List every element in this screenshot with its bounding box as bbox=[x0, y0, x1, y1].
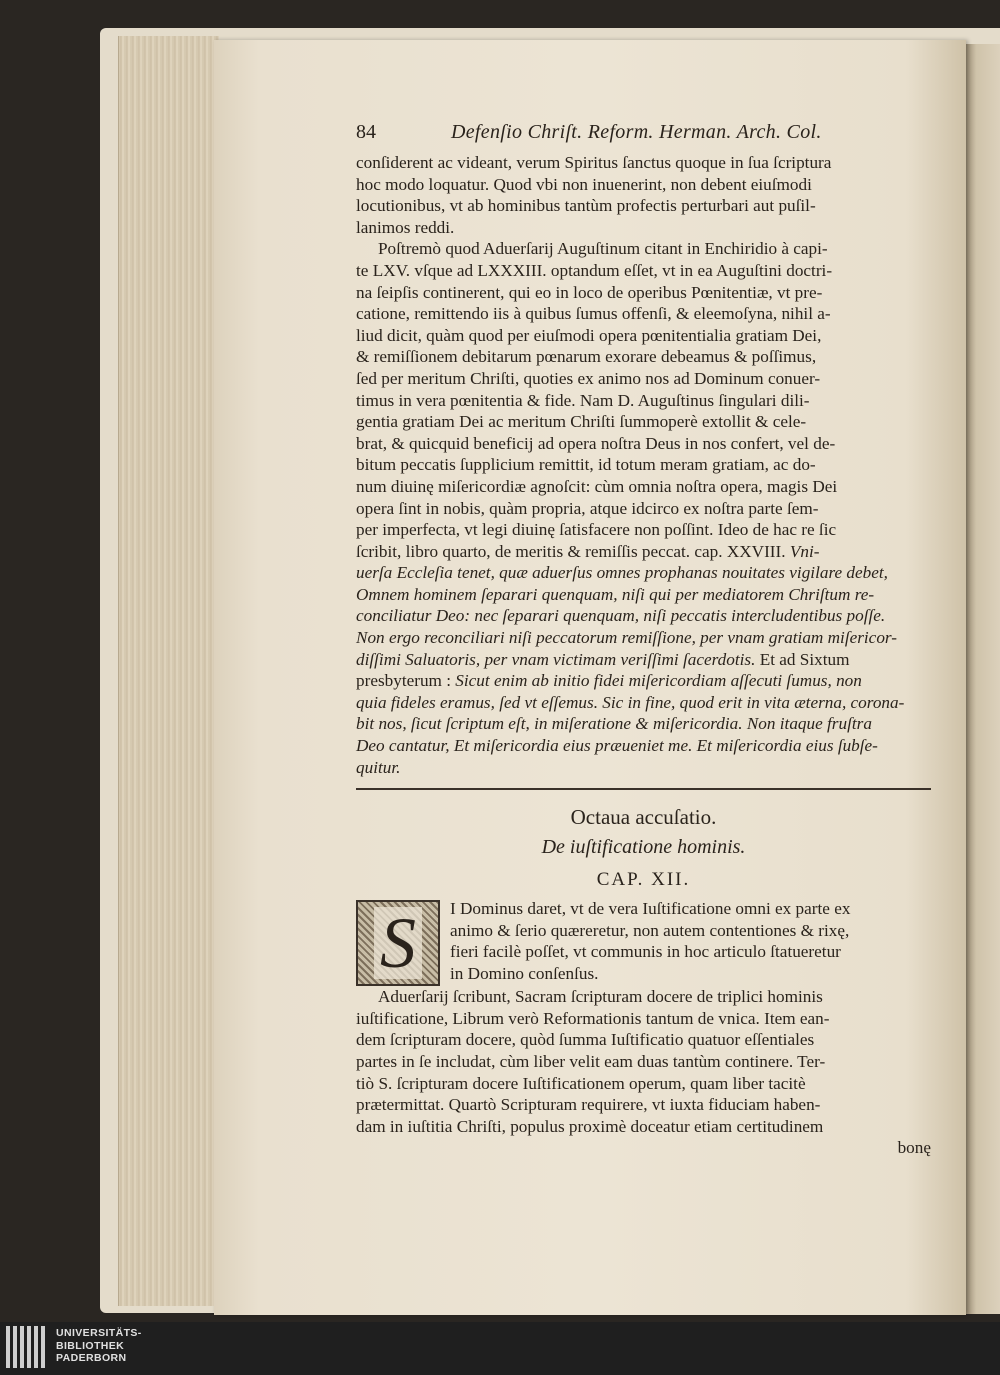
text-line: Aduerſarij ſcribunt, Sacram ſcripturam docere de triplici hominis bbox=[378, 987, 823, 1007]
text-line: gentia gratiam Dei ac meritum Chriſti ſummoperè extollit & cele- bbox=[356, 412, 807, 432]
quote-start: Vni- bbox=[789, 541, 820, 561]
paragraph-1 bbox=[356, 152, 931, 238]
section-heading: Octaua accuſatio. bbox=[570, 805, 717, 830]
page-number: 84 bbox=[356, 121, 376, 143]
text-line: partes in ſe includat, cùm liber velit eam duas tantùm continere. Ter- bbox=[356, 1052, 826, 1071]
library-name-line: BIBLIOTHEK bbox=[56, 1339, 125, 1352]
text-line: iuſtificatione, Librum verò Reformationis tantum de vnica. Item ean- bbox=[356, 1008, 830, 1028]
text-line bbox=[356, 541, 931, 563]
library-name-line: PADERBORN bbox=[56, 1352, 127, 1364]
quote-end: diſſimi Saluatoris, per vnam victimam veriſſimi ſacerdotis. bbox=[356, 649, 756, 669]
text-line: in Domino conſenſus. bbox=[450, 964, 599, 983]
citation-text: ſcribit, libro quarto, de meritis & remiſſis peccat. cap. XXVIII. bbox=[356, 541, 786, 561]
text-line bbox=[356, 670, 931, 692]
book-page bbox=[214, 40, 966, 1315]
library-name-line: UNIVERSITÄTS- bbox=[56, 1327, 142, 1339]
text-line bbox=[356, 649, 931, 671]
page-header bbox=[356, 122, 931, 152]
quote-line: uerſa Eccleſia tenet, quæ aduerſus omnes prophanas nouitates vigilare debet, bbox=[356, 563, 888, 583]
presb-text: presbyterum : bbox=[356, 671, 451, 691]
text-line: lanimos reddi. bbox=[356, 217, 455, 237]
text-line: per imperfecta, vt legi diuinę ſatisfacere non poſſint. Ideo de hac re ſic bbox=[356, 520, 837, 540]
quote-line: bit nos, ſicut ſcriptum eſt, in miſeratione & miſericordia. Non itaque fruſtra bbox=[356, 714, 872, 734]
text-line: hoc modo loquatur. Quod vbi non inuenerint, non debent eiuſmodi bbox=[356, 174, 812, 194]
quote-line: conciliatur Deo: nec ſeparari quenquam, niſi peccatis intercludentibus poſſe. bbox=[356, 606, 886, 626]
section-subtitle: De iuſtificatione hominis. bbox=[541, 836, 746, 859]
paragraph-2 bbox=[356, 238, 931, 778]
library-name bbox=[56, 1327, 142, 1365]
section-rule bbox=[356, 788, 931, 790]
running-head: Defenſio Chriſt. Reform. Herman. Arch. Col. bbox=[451, 121, 822, 143]
text-line: ſed per meritum Chriſti, quoties ex animo nos ad Dominum conuer- bbox=[356, 368, 821, 388]
facing-page-edge bbox=[966, 44, 1000, 1314]
text-line: catione, remittendo iis à quibus ſumus offenſi, & eleemoſyna, nihil a- bbox=[356, 304, 831, 324]
text-line: bitum peccatis ſupplicium remittit, id totum meram gratiam, ac do- bbox=[356, 455, 816, 475]
catchword: bonę bbox=[897, 1138, 931, 1158]
chapter-heading: CAP. XII. bbox=[596, 869, 691, 891]
quote-line: quia fideles eramus, ſed vt eſſemus. Sic in fine, quod erit in vita æterna, corona- bbox=[356, 692, 905, 712]
text-line: fieri facilè poſſet, vt communis in hoc articulo ſtatueretur bbox=[450, 942, 841, 962]
text-line: dam in iuſtitia Chriſti, populus proximè doceatur etiam certitudinem bbox=[356, 1116, 824, 1136]
text-line: num diuinę miſericordiæ agnoſcit: cùm omnia noſtra opera, magis Dei bbox=[356, 476, 838, 496]
text-line: dem ſcripturam docere, quòd ſumma Iuſtificatio quatuor eſſentiales bbox=[356, 1030, 815, 1050]
library-footer bbox=[0, 1322, 1000, 1375]
quote-line: quitur. bbox=[356, 757, 401, 777]
quote-line: Non ergo reconciliari niſi peccatorum remiſſione, per vnam gratiam miſericor- bbox=[356, 628, 897, 648]
text-line: animo & ſerio quæreretur, non autem contentiones & rixę, bbox=[450, 920, 850, 940]
text-line: tiò S. ſcripturam docere Iuſtificationem operum, quam liber tacitè bbox=[356, 1073, 806, 1093]
paragraph-3 bbox=[356, 986, 931, 1137]
page-edges bbox=[118, 36, 219, 1306]
opening-paragraph bbox=[356, 898, 931, 984]
chapter-opening bbox=[356, 898, 931, 986]
text-line: timus in vera pœnitentia & fide. Nam D. Auguſtinus ſingulari dili- bbox=[356, 390, 810, 410]
text-line: locutionibus, vt ab hominibus tantùm profectis perturbari aut puſil- bbox=[356, 196, 816, 216]
text-line: conſiderent ac videant, verum Spiritus ſanctus quoque in ſua ſcriptura bbox=[356, 153, 832, 172]
page-text bbox=[356, 122, 931, 1159]
quote-line: Omnem hominem ſeparari quenquam, niſi qui per mediatorem Chriſtum re- bbox=[356, 584, 875, 604]
library-logo-icon bbox=[6, 1326, 45, 1368]
text-line: & remiſſionem debitarum pœnarum exorare debeamus & poſſimus, bbox=[356, 347, 817, 367]
text-line: opera ſint in nobis, quàm propria, atque idcirco ex noſtra parte ſem- bbox=[356, 498, 819, 518]
initial-letter: S bbox=[374, 907, 422, 979]
decorated-initial bbox=[356, 900, 440, 986]
quote-line: Deo cantatur, Et miſericordia eius præueniet me. Et miſericordia eius ſubſe- bbox=[356, 736, 878, 756]
quote-line: Sicut enim ab initio fidei miſericordiam aſſecuti ſumus, non bbox=[455, 671, 862, 691]
text-line: prætermittat. Quartò Scripturam requirere, vt iuxta fiduciam haben- bbox=[356, 1095, 821, 1115]
text-line: brat, & quicquid beneficij ad opera noſtra Deus in nos confert, vel de- bbox=[356, 433, 836, 453]
text-line: Poſtremò quod Aduerſarij Auguſtinum citant in Enchiridio à capi- bbox=[378, 239, 828, 259]
text-line: liud dicit, quàm quod per eiuſmodi opera pœnitentialia gratiam Dei, bbox=[356, 325, 822, 345]
text-line: I Dominus daret, vt de vera Iuſtificatione omni ex parte ex bbox=[450, 899, 851, 919]
text-line: na ſeipſis continerent, qui eo in loco de operibus Pœnitentiæ, vt pre- bbox=[356, 282, 823, 302]
sixtum-text: Et ad Sixtum bbox=[759, 649, 850, 669]
text-line: te LXV. vſque ad LXXXIII. optandum eſſet, vt in ea Auguſtini doctri- bbox=[356, 260, 833, 280]
